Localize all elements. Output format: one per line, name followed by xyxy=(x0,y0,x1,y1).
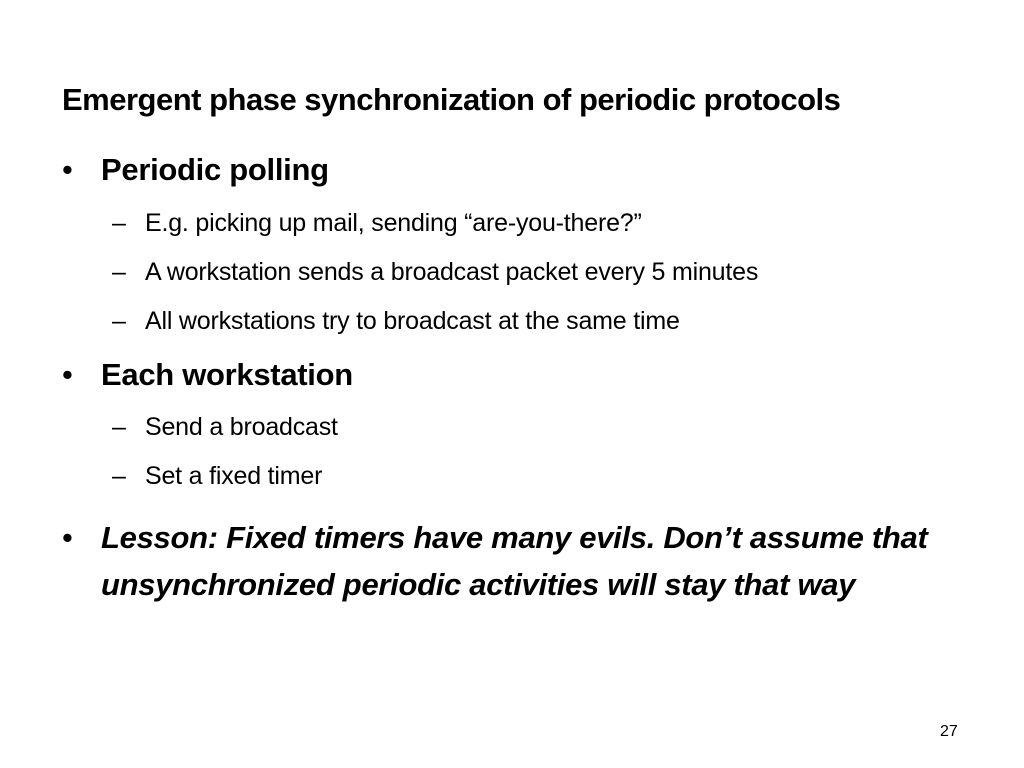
bullet-marker: • xyxy=(62,152,73,187)
sub-bullet-text: Set a fixed timer xyxy=(145,462,323,490)
sub-bullet-text: All workstations try to broadcast at the same time xyxy=(145,307,680,335)
bullet-marker: • xyxy=(62,520,73,555)
bullet-text: Periodic polling xyxy=(101,152,329,187)
sub-bullet-marker: – xyxy=(112,307,126,335)
slide-title: Emergent phase synchronization of periodic protocols xyxy=(62,82,841,117)
sub-bullet-text: A workstation sends a broadcast packet every 5 minutes xyxy=(145,258,759,286)
sub-bullet-marker: – xyxy=(112,462,126,490)
lesson-text: Lesson: Fixed timers have many evils. Don’t assume that unsynchronized periodic activities will stay that way xyxy=(101,520,928,602)
sub-bullet-marker: – xyxy=(112,209,126,237)
sub-bullet-marker: – xyxy=(112,258,126,286)
sub-bullet-text: Send a broadcast xyxy=(145,413,338,441)
sub-bullet-marker: – xyxy=(112,413,126,441)
sub-bullet-text: E.g. picking up mail, sending “are-you-there?” xyxy=(145,209,642,237)
page-number: 27 xyxy=(940,723,958,740)
bullet-text: Each workstation xyxy=(101,357,353,392)
bullet-marker: • xyxy=(62,357,73,392)
